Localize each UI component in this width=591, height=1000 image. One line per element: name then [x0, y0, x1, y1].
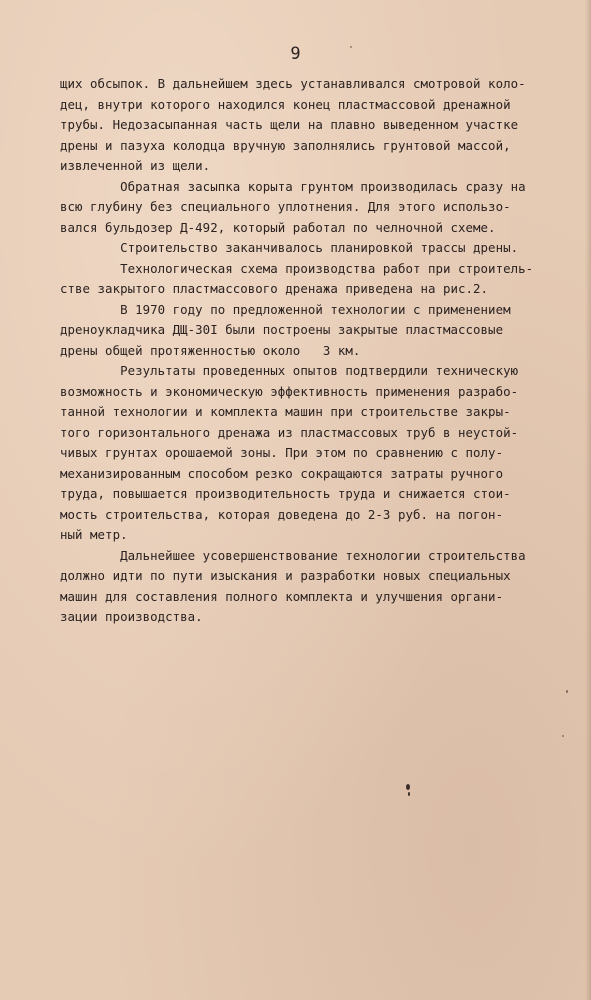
text-line: всю глубину без специального уплотнения. Для этого использо- [60, 199, 511, 214]
ink-speck [406, 784, 410, 790]
text-line: трубы. Недозасыпанная часть щели на плавно выведенном участке [60, 117, 519, 132]
text-line: вался бульдозер Д-492, который работал по челночной схеме. [60, 219, 496, 235]
text-line: того горизонтального дренажа из пластмассовых труб в неустой- [60, 424, 519, 440]
text-line: чивых грунтах орошаемой зоны. При этом по сравнению с полу- [60, 445, 504, 460]
text-line: дреноукладчика ДЩ-30I были построены закрытые пластмассовые [60, 322, 504, 337]
text-line: танной технологии и комплекта машин при строительстве закры- [60, 404, 511, 419]
text-line: Технологическая схема производства работ при строитель- [60, 260, 534, 276]
text-line: труда, повышается производительность труда и снижается стои- [60, 486, 511, 501]
text-line: дрены общей протяженностью около 3 км. [60, 342, 361, 358]
text-line: дрены и пазуха колодца вручную заполнялись грунтовой массой, [60, 137, 511, 153]
text-line: ный метр. [60, 527, 128, 542]
body-text [60, 74, 540, 628]
text-line: дец, внутри которого находился конец пластмассовой дренажной [60, 96, 511, 112]
text-line: Обратная засыпка корыта грунтом производилась сразу на [60, 178, 526, 194]
ink-speck [562, 735, 564, 737]
text-line: Результаты проведенных опытов подтвердили техническую [60, 363, 519, 378]
text-line: зации производства. [60, 609, 203, 624]
text-line: В 1970 году по предложенной технологии с применением [60, 301, 511, 317]
page-number: 9 [290, 44, 301, 64]
text-line: извлеченной из щели. [60, 158, 211, 173]
text-line: Строительство заканчивалось планировкой трассы дрены. [60, 240, 519, 255]
text-line: Дальнейшее усовершенствование технологии строительства [60, 547, 526, 563]
text-line: стве закрытого пластмассового дренажа приведена на рис.2. [60, 281, 489, 296]
ink-speck [350, 46, 352, 48]
text-line: мость строительства, которая доведена до 2-3 руб. на погон- [60, 506, 504, 522]
page-edge-shadow [585, 0, 591, 1000]
text-line: должно идти по пути изыскания и разработки новых специальных [60, 568, 511, 583]
text-line: возможность и экономическую эффективность применения разрабо- [60, 383, 519, 399]
text-line: машин для составления полного комплекта и улучшения органи- [60, 588, 504, 604]
text-line: механизированным способом резко сокращаются затраты ручного [60, 465, 504, 481]
ink-speck [408, 792, 410, 796]
text-line: щих обсыпок. В дальнейшем здесь устанавливался смотровой коло- [60, 76, 526, 91]
ink-speck [566, 690, 568, 693]
